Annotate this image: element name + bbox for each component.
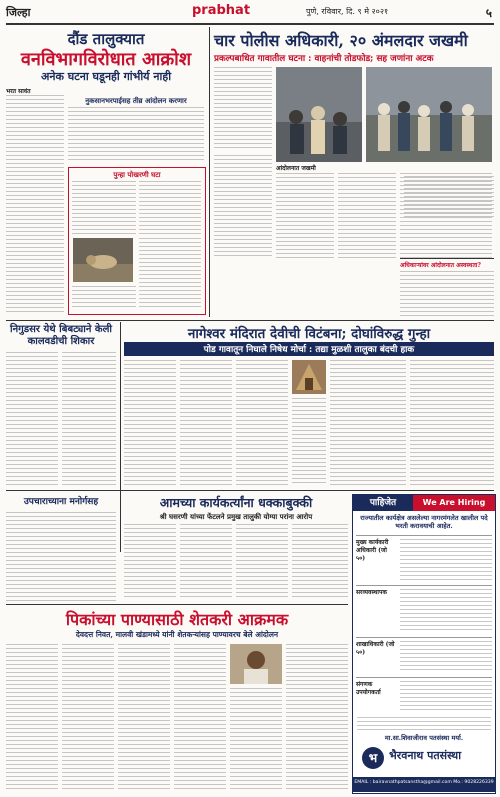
story2-text-a: [214, 67, 272, 151]
masthead: [6, 4, 494, 22]
side-quote-top-text: [404, 176, 494, 218]
farmer-portrait-icon: [230, 644, 282, 684]
hiring-ad-row-2: [356, 585, 492, 636]
story4-text-e: [410, 360, 494, 486]
story1-boxed-heading: पुन्हा पोखरणी घटा: [113, 170, 161, 179]
hiring-ad-post-1: मुख्य कार्यकारी अधिकारी (जो ५०): [356, 539, 389, 562]
story1-boxed-text-c: [139, 238, 201, 310]
story2-photo-right: [366, 67, 492, 162]
hiring-ad-row-4: [356, 677, 492, 714]
hiring-ad-post-4: संगणक उपयोगकर्ता: [356, 681, 381, 696]
story-police-injured: [212, 27, 494, 259]
story1-inner-heading: नुकसानभरपाईसह तीव्र आंदोलन करणार: [85, 96, 187, 105]
hiring-ad-tag-english: We Are Hiring: [413, 495, 495, 511]
story7-text-c: [118, 644, 170, 790]
story1-kicker: दौंड तालुक्यात: [67, 30, 145, 48]
temple-photo-icon: [292, 360, 326, 394]
story4-subhead-bar: [124, 342, 494, 356]
hiring-ad-terms: [357, 717, 491, 731]
hiring-ad-header: [353, 495, 495, 511]
police-protest-photo-icon: [366, 67, 492, 162]
hiring-ad-row-3: [356, 637, 492, 676]
story1-boxed-text-b: [139, 181, 201, 235]
section-rule-2: [6, 490, 494, 491]
dateline: पुणे, रविवार, दि. ९ मे २०२१: [306, 7, 389, 16]
story7-photo: [230, 644, 282, 684]
hiring-ad-row-1: [356, 535, 492, 584]
story7-text-f: [230, 688, 282, 790]
story1-boxed: [68, 167, 206, 315]
story1-photo: [73, 238, 133, 282]
story3-text-b: [62, 352, 116, 486]
story4-text-c: [236, 360, 288, 486]
story5-text: [6, 512, 116, 602]
story2-headline: चार पोलीस अधिकारी, २० अंमलदार जखमी: [214, 31, 468, 50]
story1-subhead: अनेक घटना घडूनही गांभीर्य नाही: [40, 70, 172, 83]
story7-subhead: देवदत्त निवत, मालवी खंडामध्ये यांनी शेतकऱ्यांसह पाण्यावरच बेले आंदोलन: [75, 630, 279, 639]
section-rule-3: [6, 604, 348, 605]
story-forest-dept: [6, 27, 206, 317]
story1-col2-text: [68, 107, 204, 162]
masthead-rule: [6, 23, 494, 25]
patsanstha-logo-icon: [361, 746, 385, 770]
svg-text:भ: भ: [368, 751, 378, 765]
crowd-photo-icon: [276, 67, 362, 162]
story4-text-f: [292, 398, 326, 486]
hiring-ad-req-1: [400, 539, 492, 581]
story2-photo-caption: आंदोलनात जखमी: [276, 165, 316, 172]
story3-headline: निगुडसर येथे बिबट्याने केली कालवडीची शिकार: [10, 324, 112, 347]
story4-text-b: [180, 360, 232, 486]
story2-text-b: [214, 155, 272, 259]
story7-text-a: [6, 644, 58, 790]
story1-boxed-text-d: [72, 286, 136, 310]
story-leopard: [6, 322, 116, 488]
story1-boxed-text-a: [72, 181, 136, 235]
story1-headline: वनविभागविरोधात आक्रोश: [20, 49, 192, 70]
side-box: [400, 258, 494, 319]
story7-text-d: [174, 644, 226, 790]
story5-headline: उपचाराच्याना मनोर्गसह: [23, 497, 99, 507]
wildlife-photo-icon: [73, 238, 133, 282]
hiring-ad: [352, 494, 496, 794]
story6-headline: आमच्या कार्यकर्त्यांना धक्काबुक्की: [159, 495, 313, 510]
story-small-left: [6, 492, 116, 604]
section-label: जिल्हा: [6, 6, 31, 19]
column-divider-2: [120, 322, 121, 552]
story-temple: [124, 322, 494, 488]
story2-photo-left: [276, 67, 362, 162]
story7-text-e: [286, 644, 348, 790]
page-number: ५: [485, 6, 492, 20]
story6-text-d: [292, 524, 348, 600]
section-rule-1: [6, 320, 494, 321]
brand-logo: prabhat: [192, 3, 251, 18]
story6-text-c: [236, 524, 288, 600]
story6-subhead: श्री घसरणी यांच्या फेंटलने प्रमुख तालुकी योग्या परांना आरोप: [159, 512, 313, 521]
story4-text-a: [124, 360, 176, 486]
story7-headline: पिकांच्या पाण्यासाठी शेतकरी आक्रमक: [65, 610, 289, 629]
hiring-ad-logo-row: [355, 744, 493, 772]
hiring-ad-req-3: [400, 641, 492, 673]
story-farmers: [6, 606, 348, 792]
hiring-ad-logo-text: भैरवनाथ पतसंस्था: [389, 749, 462, 762]
story4-photo: [292, 360, 326, 394]
column-divider: [209, 27, 210, 317]
story4-subhead: पोड गावातून निघाले निषेध मोर्चा : तद्या मुळशी तालुका बंदची हाक: [203, 345, 415, 355]
hiring-ad-email-bar: [353, 777, 495, 792]
side-box-text: [400, 271, 494, 317]
story2-subhead: प्रकल्पबाधित गावातील घटना : वाहनांची तोडफोड; सह जणांना अटक: [214, 54, 434, 64]
story-workers: [124, 492, 348, 602]
story6-text-a: [124, 524, 176, 600]
story2-text-c: [276, 173, 334, 259]
story4-text-d: [330, 360, 406, 486]
hiring-ad-req-2: [400, 589, 492, 633]
hiring-ad-email: EMAIL : bairavnathpatsanstha@gmail.com Mo.: 9028226339: [354, 780, 494, 785]
story1-col1-text: [6, 95, 64, 313]
side-quote-top: [404, 176, 494, 222]
hiring-ad-intro: राज्यातील कार्यक्षेत्र असलेल्या नागरमंगलेत खालील पदे भरती करावयाची आहेत.: [360, 514, 488, 530]
hiring-ad-company-line: मा.सा.शिवाजीराव पतसंस्था मर्या.: [384, 734, 464, 742]
story7-text-b: [62, 644, 114, 790]
side-box-heading: अधिकाऱ्यांवर आंदोलनात अस्वस्थता?: [400, 262, 481, 269]
story2-text-d: [338, 173, 396, 259]
story6-text-b: [180, 524, 232, 600]
hiring-ad-post-3: शाखाधिकारी (जो ५०): [356, 641, 395, 656]
story3-text-a: [6, 352, 58, 486]
hiring-ad-tag-marathi: पाहिजेत: [353, 495, 413, 511]
story1-byline: भरत सावंत: [6, 88, 31, 95]
story4-headline: नागेश्वर मंदिरात देवीची विटंबना; दोघांविरुद्ध गुन्हा: [187, 326, 431, 342]
hiring-ad-post-2: सरव्यवस्थापक: [356, 589, 387, 596]
hiring-ad-req-4: [400, 681, 492, 711]
